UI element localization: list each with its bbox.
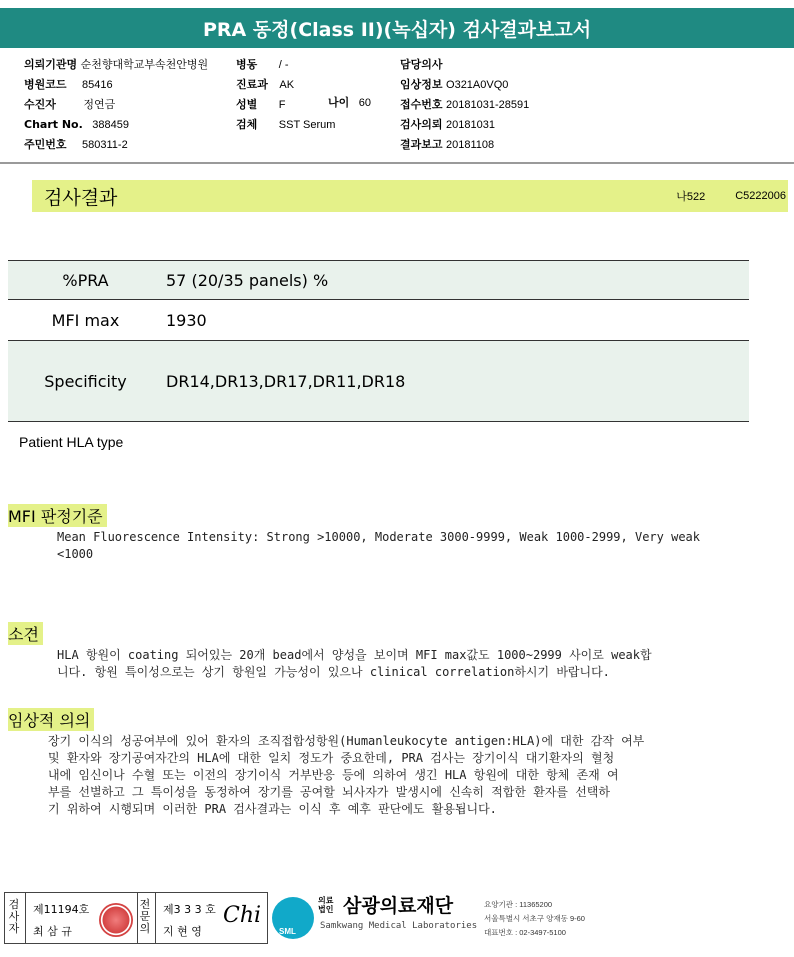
header-field-hospital-code: 병원코드 85416: [24, 78, 113, 91]
result-key: %PRA: [62, 270, 109, 290]
header-field-patient: 수진자 정연금: [24, 98, 116, 111]
corp-phone: 대표번호 : 02-3497-5100: [484, 928, 566, 937]
signature-box: [4, 892, 268, 944]
mfi-heading: MFI 판정기준: [8, 504, 107, 527]
sml-logo-text: SML: [279, 927, 296, 936]
clinical-heading: 임상적 의의: [8, 708, 94, 731]
result-key: MFI max: [51, 310, 120, 330]
result-row-specificity: [8, 341, 749, 421]
header-field-ward: 병동 / -: [236, 58, 289, 71]
header-field-request-date: 검사의뢰 20181031: [400, 118, 495, 131]
header-field-age: 나이 60: [328, 96, 372, 109]
divider: [137, 893, 138, 943]
header-field-resident-no: 주민번호 580311-2: [24, 138, 128, 151]
section-results-band: [32, 180, 788, 212]
tester-label: 검사자: [8, 898, 20, 935]
corp-type: 의료 법인: [318, 896, 334, 914]
header-field-report-date: 결과보고 20181108: [400, 138, 495, 151]
finding-heading: 소견: [8, 622, 43, 645]
header-field-chart-no: Chart No. 388459: [24, 118, 129, 131]
result-row-mfi-max: [8, 300, 749, 340]
header-right: [400, 55, 529, 155]
header-left: [24, 55, 208, 155]
report-title: PRA 동정(Class II)(녹십자) 검사결과보고서: [0, 8, 794, 48]
header-field-sex: 성별 F: [236, 98, 286, 111]
corp-address: 서울특별시 서초구 양재동 9-60: [484, 914, 585, 923]
patient-hla-type: Patient HLA type: [19, 434, 124, 450]
header-field-specimen: 검체 SST Serum: [236, 118, 336, 131]
result-value: 57 (20/35 panels) %: [166, 270, 329, 290]
section-code-2: C5222006: [735, 190, 786, 202]
header-field-receipt-no: 접수번호 20181031-28591: [400, 98, 530, 111]
specialist-license-no: 제3 3 3 호: [163, 903, 216, 916]
corp-institution-code: 요양기관 : 11365200: [484, 900, 553, 909]
seal-stamp: [99, 903, 133, 937]
result-value: 1930: [166, 310, 207, 330]
divider: [155, 893, 156, 943]
divider: [25, 893, 26, 943]
header-field-department: 진료과 AK: [236, 78, 295, 91]
header-field-clinical-info: 임상정보 O321A0VQ0: [400, 78, 509, 91]
tester-license-no: 제11194호: [33, 903, 90, 916]
result-value: DR14,DR13,DR17,DR11,DR18: [166, 371, 406, 391]
specialist-label: 전문의: [139, 898, 151, 935]
header-field-physician: 담당의사: [400, 58, 443, 71]
header-middle: [236, 55, 335, 135]
section-title: 검사결과: [44, 186, 118, 209]
mfi-text: Mean Fluorescence Intensity: Strong >10000, Moderate 3000-9999, Weak 1000-2999, Very weak <1000: [57, 530, 700, 561]
corp-english-name: Samkwang Medical Laboratories: [320, 921, 478, 931]
header-field-institution: 의뢰기관명 순천향대학교부속천안병원: [24, 58, 209, 71]
section-code-1: 나522: [676, 191, 706, 203]
result-row-pra: [8, 261, 749, 299]
corp-name: 삼광의료재단: [343, 895, 454, 917]
clinical-text: 장기 이식의 성공여부에 있어 환자의 조직접합성항원(Humanleukocyte antigen:HLA)에 대한 감작 여부 및 환자와 장기공여자간의 HLA에 대한 일치 정도가 중요한데, PRA 검사는 장기이식 대기환자의 혈청 내에 임신이나 수혈 또는 이전의 장기이식 거부반응 등에 의하여 생긴 HLA 항원에 대한 항체 존재 여 부를 선별하고 그 특이성을 동정하여 장기를 공여할 뇌사자가 발생시에 신속히 적합한 환자를 선택하 기 위하여 시행되며 이러한 PRA 검사결과는 이식 후 예후 판단에도 활용됩니다.: [48, 734, 645, 816]
finding-text: HLA 항원이 coating 되어있는 20개 bead에서 양성을 보이며 MFI max값도 1000~2999 사이로 weak합 니다. 항원 특이성으로는 상기 항원일 가능성이 있으나 clinical correlation하시기 바랍니다.: [57, 648, 652, 679]
results-rule: [8, 421, 749, 422]
result-key: Specificity: [44, 371, 127, 391]
header-divider: [0, 162, 794, 164]
tester-name: 최 삼 규: [33, 925, 72, 938]
specialist-name: 지 현 영: [163, 925, 202, 938]
signature: Chi: [223, 903, 262, 928]
